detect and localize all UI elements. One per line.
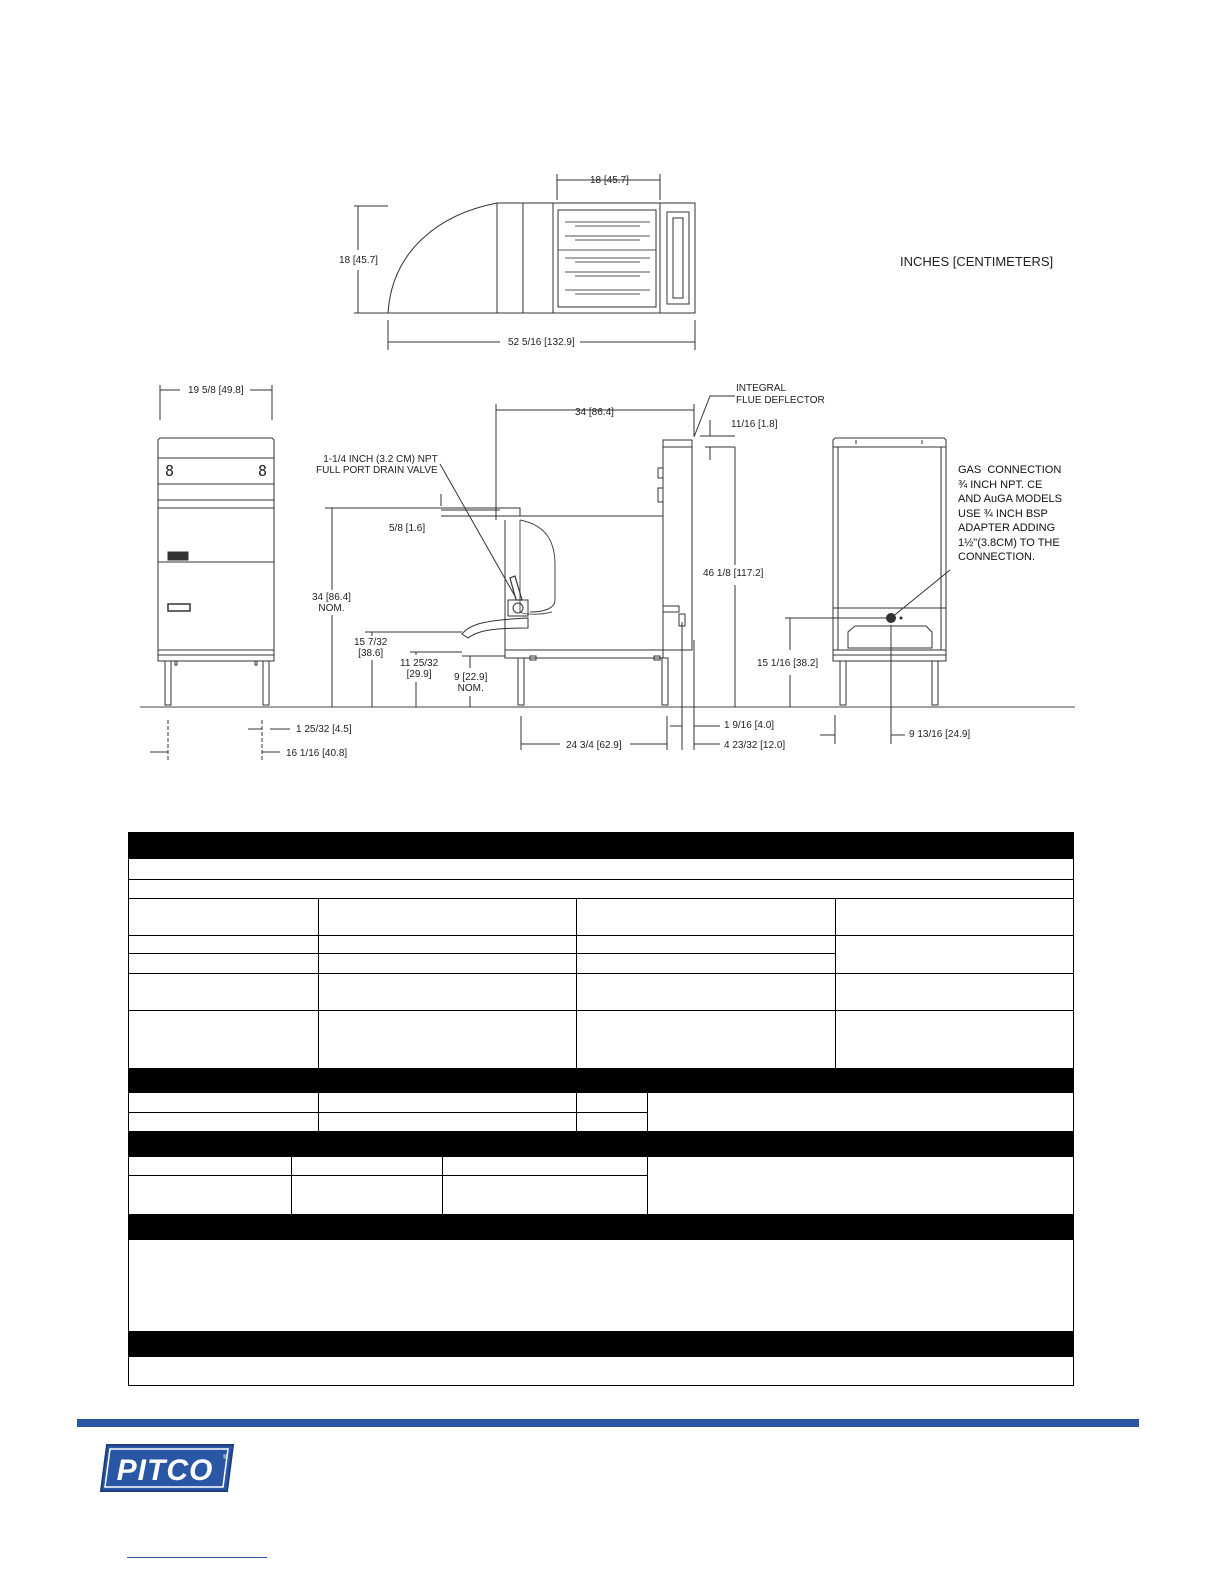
gas-connection-note: GAS CONNECTION ¾ INCH NPT. CE AND AuGA MODELS USE ¾ INCH BSP ADAPTER ADDING 1½"(3.8CM) TO THE CONNECTION. — [958, 464, 1062, 563]
row-divider — [129, 953, 835, 954]
footer-link-underline[interactable] — [127, 1557, 267, 1558]
units-label: INCHES [CENTIMETERS] — [900, 254, 1054, 269]
section-header-bar — [129, 1131, 1073, 1157]
spec-table — [128, 832, 1074, 1386]
dim-drain-height: 15 7/32 [38.6] — [354, 637, 388, 659]
col-divider — [442, 1157, 443, 1214]
dim-rear-offset-a: 1 9/16 [4.0] — [724, 720, 775, 731]
dim-leg-height: 9 [22.9] NOM. — [454, 672, 488, 694]
svg-text:PITCO: PITCO — [116, 1454, 214, 1487]
row-divider — [129, 973, 1073, 974]
dim-top-depth: 18 [45.7] — [339, 255, 378, 266]
dim-rim-offset: 5/8 [1.6] — [389, 523, 426, 534]
row-divider — [129, 1175, 647, 1176]
dim-side-depth: 34 [86.4] — [575, 407, 614, 418]
dim-overall-width: 52 5/16 [132.9] — [508, 337, 575, 348]
flue-deflector-label: INTEGRAL FLUE DEFLECTOR — [736, 383, 825, 406]
pitco-logo-graphic — [99, 1443, 235, 1493]
dim-work-height: 34 [86.4] NOM. — [312, 592, 351, 614]
panel-digit-right: 8 — [258, 462, 268, 480]
row-divider — [129, 898, 1073, 899]
section-header-bar — [129, 833, 1073, 859]
dim-leg-span: 16 1/16 [40.8] — [286, 748, 348, 759]
col-divider — [318, 1093, 319, 1131]
dim-drain-outlet: 11 25/32 [29.9] — [400, 658, 439, 680]
dim-top-width: 18 [45.7] — [590, 175, 629, 186]
row-divider — [129, 879, 1073, 880]
dim-flue-offset: 11/16 [1.8] — [731, 419, 778, 430]
dim-leg-offset: 1 25/32 [4.5] — [296, 724, 352, 735]
dim-front-width: 19 5/8 [49.8] — [188, 385, 244, 396]
rear-view — [785, 438, 950, 744]
panel-digit-left: 8 — [165, 462, 175, 480]
drain-valve-label: 1-1/4 INCH (3.2 CM) NPT FULL PORT DRAIN VALVE — [316, 454, 438, 476]
section-header-bar — [129, 1068, 1073, 1093]
section-header-bar — [129, 1214, 1073, 1240]
col-divider — [576, 898, 577, 1068]
row-divider — [129, 1112, 647, 1113]
side-view — [325, 396, 735, 750]
dim-rear-offset-b: 4 23/32 [12.0] — [724, 740, 786, 751]
dim-leg-depth: 24 3/4 [62.9] — [566, 740, 622, 751]
dim-overall-height: 46 1/8 [117.2] — [703, 568, 764, 579]
row-divider — [129, 1010, 1073, 1011]
col-divider — [291, 1157, 292, 1214]
col-divider — [647, 1093, 648, 1131]
top-view — [354, 174, 695, 350]
col-divider — [835, 898, 836, 1068]
front-view — [150, 385, 290, 760]
dim-gas-height: 15 1/16 [38.2] — [757, 658, 819, 669]
section-header-bar — [129, 1331, 1073, 1357]
svg-text:®: ® — [223, 1455, 228, 1461]
footer-accent-line — [77, 1419, 1139, 1427]
dim-gas-offset: 9 13/16 [24.9] — [909, 729, 971, 740]
row-divider — [129, 935, 1073, 936]
col-divider — [647, 1157, 648, 1214]
pitco-logo — [99, 1443, 235, 1493]
col-divider — [318, 898, 319, 1068]
col-divider — [576, 1093, 577, 1131]
